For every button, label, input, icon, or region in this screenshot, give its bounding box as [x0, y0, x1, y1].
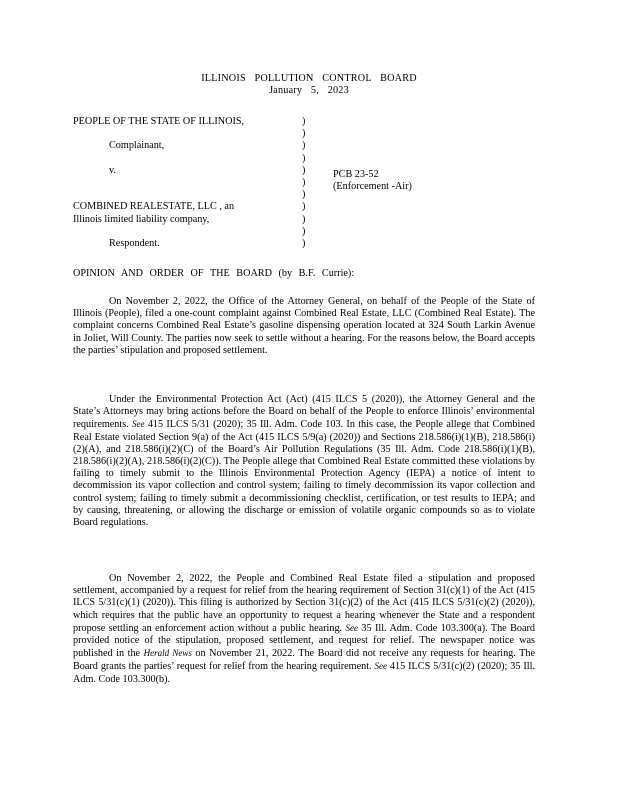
- case-caption: [73, 116, 543, 256]
- complainant-name: PEOPLE OF THE STATE OF ILLINOIS,: [73, 116, 245, 127]
- case-info: [333, 169, 533, 193]
- paragraph-3: [73, 573, 535, 686]
- case-number: PCB 23-52: [333, 169, 379, 180]
- newspaper-name: Herald News: [143, 648, 192, 659]
- paragraph-2: [73, 394, 535, 529]
- paragraph-3-text-c: on November 21, 2022. The Board did not receive any requests for hearing. The Board grants the parties’ request for relief from the hearing requirement.: [73, 648, 536, 673]
- paragraph-3-text-d: 415 ILCS 5/31(c)(2) (2020); 35 Ill. Adm. Code 103.300(b).: [73, 661, 535, 685]
- paragraph-1-text: On November 2, 2022, the Office of the Attorney General, on behalf of the People of the State of Illinois (People), filed a one-count complaint against Combined Real Estate, LLC (Combined Real Estate). The complaint concerns Combined Real Estate’s gasoline dispensing operation located at 324 South Larkin Avenue in Joliet, Will County. The parties now seek to settle without a hearing. For the reasons below, the Board accepts the parties’ stipulation and proposed settlement.: [73, 296, 535, 356]
- complainant-label: Complainant,: [109, 140, 165, 152]
- paragraph-1: [73, 296, 535, 357]
- paragraph-2-text-b: 415 ILCS 5/31 (2020); 35 Ill. Adm. Code 103. In this case, the People allege that Combined Real Estate violated Section 9(a) of the Act (415 ILCS 5/9(a) (2020)) and Sections 218.586(i)(1)(B), 218.586(i)(2)(A), and 218.586(i)(2)(C) of the Board’s Air Pollution Regulations (35 Ill. Adm. Code 218.586(i)(1)(B), 218.586(i)(2)(A), 218.586(i)(2)(C)). The People allege that Combined Real Estate committed these violations by failing to timely submit to the Illinois Environmental Protection Agency (IEPA) a notice of intent to decommission its vapor collection and control system; failing to timely decommission its vapor collection and control system; failing to timely submit a decommissioning checklist, certification, or test results to IEPA; and by causing, threatening, or allowing the discharge or emission of volatile organic compounds so as to violate Board regulations.: [73, 419, 536, 529]
- respondent-label: Respondent.: [109, 237, 160, 249]
- order-date: January 5, 2023: [269, 85, 349, 97]
- caption-parties: [73, 116, 303, 250]
- respondent-name: COMBINED REALESTATE, LLC , an: [73, 201, 235, 213]
- versus-label: v.: [109, 164, 116, 176]
- paragraph-2-text-a: Under the Environmental Protection Act (Act) (415 ILCS 5 (2020)), the Attorney General and the State’s Attorneys may bring actions before the Board on behalf of the People to enforce Illinois’ environmental requirements.: [73, 394, 535, 431]
- see-signal: See: [345, 622, 359, 633]
- respondent-description: Illinois limited liability company,: [73, 213, 210, 225]
- case-type: (Enforcement -Air): [333, 181, 412, 193]
- board-title: ILLINOIS POLLUTION CONTROL BOARD: [201, 73, 417, 84]
- opinion-title: OPINION AND ORDER OF THE BOARD (by B.F. Currie):: [73, 268, 355, 279]
- see-signal: See: [132, 419, 145, 430]
- paragraph-3-text-a: On November 2, 2022, the People and Combined Real Estate filed a stipulation and proposed settlement, accompanied by a request for relief from the hearing requirement of Section 31(c)(1) of the Act (415 ILCS 5/31(c)(1) (2020)). This filing is authorized by Section 31(c)(2) of the Act (415 ILCS 5/31(c)(2) (2020)), which requires that the public have an opportunity to request a hearing whenever the State and a respondent propose settling an enforcement action without a public hearing.: [73, 573, 535, 634]
- paragraph-3-text-b: 35 Ill. Adm. Code 103.300(a). The Board provided notice of the stipulation, proposed settlement, and request for relief. The newspaper notice was published in the: [73, 622, 536, 660]
- see-signal: See: [374, 661, 388, 672]
- document-header: [0, 73, 618, 97]
- caption-parentheses: ) ) ) ) ) ) ) ) ) ) ): [302, 116, 306, 249]
